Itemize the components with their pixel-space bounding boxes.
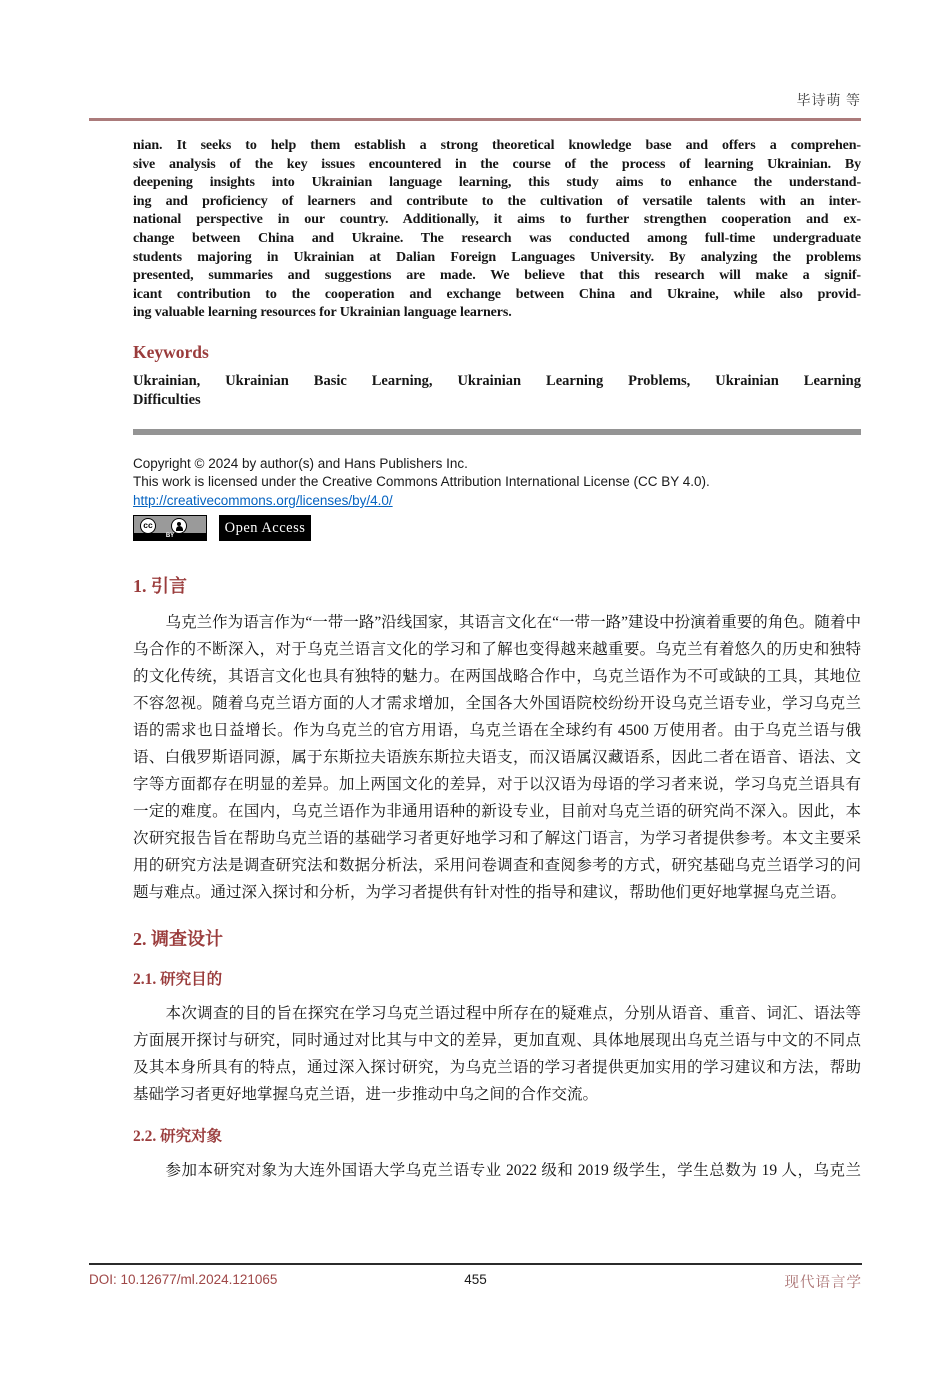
cc-by-badge: [133, 515, 207, 541]
abstract-line: deepening insights into Ukrainian language learning, this study aims to enhance the understand-: [133, 175, 861, 191]
footer-rule: [89, 1263, 862, 1265]
copyright-line: Copyright © 2024 by author(s) and Hans Publishers Inc.: [133, 455, 468, 471]
creative-commons-link[interactable]: http://creativecommons.org/licenses/by/4.0/: [133, 492, 393, 508]
abstract-line: sive analysis of the key issues encountered in the course of the process of learning Ukrainian. By: [133, 156, 861, 172]
keywords-line: Difficulties: [133, 391, 201, 408]
abstract-line: presented, summaries and suggestions are made. We believe that this research will make a signif-: [133, 268, 861, 284]
abstract-line: national perspective in our country. Additionally, it aims to further strengthen cooperation and ex-: [133, 212, 861, 228]
paper-page: [0, 90, 950, 1380]
cc-icon: [140, 518, 156, 534]
header-rule: [89, 118, 861, 121]
keywords-heading: Keywords: [133, 341, 209, 362]
person-icon: [171, 518, 187, 534]
page-number: 455: [464, 1271, 487, 1287]
abstract-line: icant contribution to the cooperation and exchange between China and Ukraine, while also provid-: [133, 286, 861, 302]
subsection-heading-research-purpose: 2.1. 研究目的: [133, 971, 223, 989]
cc-icon-label: cc: [143, 520, 153, 531]
abstract-line: ing valuable learning resources for Ukrainian language learners.: [133, 305, 512, 321]
running-head-authors: 毕诗萌 等: [796, 94, 861, 109]
section-heading-survey-design: 2. 调查设计: [133, 929, 223, 950]
abstract-line: nian. It seeks to help them establish a strong theoretical knowledge base and offers a comprehen-: [133, 138, 861, 153]
keywords-text: [133, 372, 861, 410]
abstract-line: ing and proficiency of learners and contribute to the cultivation of versatile talents with an inter-: [133, 193, 861, 209]
open-access-badge: Open Access: [219, 515, 311, 541]
research-purpose-paragraph: 本次调查的目的旨在探究在学习乌克兰语过程中所存在的疑难点，分别从语音、重音、词汇、语法等方面展开探讨与研究，同时通过对比其与中文的差异，更加直观、具体地展现出乌克兰语与中文的不同点及其本身所具有的特点，通过深入探讨研究，为乌克兰语的学习者提供更加实用的学习建议和方法，帮助基础学习者更好地掌握乌克兰语，进一步推动中乌之间的合作交流。: [133, 1005, 861, 1104]
abstract-line: students majoring in Ukrainian at Dalian Foreign Languages University. By analyzing the problems: [133, 249, 861, 265]
license-block: [133, 455, 861, 511]
license-link-row: [133, 492, 861, 511]
license-line: This work is licensed under the Creative Commons Attribution International License (CC BY 4.0).: [133, 474, 710, 490]
license-badges: [133, 515, 861, 542]
abstract-text: [133, 137, 861, 323]
doi-text: DOI: 10.12677/ml.2024.121065: [89, 1271, 278, 1287]
subsection-heading-research-subjects: 2.2. 研究对象: [133, 1128, 223, 1146]
section-divider-bar: [133, 429, 861, 435]
introduction-paragraph: 乌克兰作为语言作为“一带一路”沿线国家，其语言文化在“一带一路”建设中扮演着重要的角色。随着中乌合作的不断深入，对于乌克兰语言文化的学习和了解也变得越来越重要。乌克兰有着悠久的历史和独特的文化传统，其语言文化也具有独特的魅力。在两国战略合作中，乌克兰语作为不可或缺的工具，其地位不容忽视。随着乌克兰语方面的人才需求增加，全国各大外国语院校纷纷开设乌克兰语专业，学习乌克兰语的需求也日益增长。作为乌克兰的官方用语，乌克兰语在全球约有 4500 万使用者。由于乌克兰语与俄语、白俄罗斯语同源，属于东斯拉夫语族东斯拉夫语支，而汉语属汉藏语系，因此二者在语音、语法、文字等方面都存在明显的差异。加上两国文化的差异，对于以汉语为母语的学习者来说，学习乌克兰语具有一定的难度。在国内，乌克兰语作为非通用语种的新设专业，目前对乌克兰语的研究尚不深入。因此，本次研究报告旨在帮助乌克兰语的基础学习者更好地学习和了解这门语言，为学习者提供参考。本文主要采用的研究方法是调查研究法和数据分析法，采用问卷调查和查阅参考的方式，研究基础乌克兰语学习的问题与难点。通过深入探讨和分析，为学习者提供有针对性的指导和建议，帮助他们更好地掌握乌克兰语。: [133, 614, 861, 902]
cc-by-label: BY: [134, 533, 206, 540]
journal-name: 现代语言学: [784, 1274, 862, 1291]
research-subjects-paragraph: 参加本研究对象为大连外国语大学乌克兰语专业 2022 级和 2019 级学生，学生总数为 19 人，乌克兰: [165, 1162, 861, 1180]
keywords-line: Ukrainian, Ukrainian Basic Learning, Ukrainian Learning Problems, Ukrainian Learning: [133, 372, 861, 389]
abstract-line: change between China and Ukraine. The research was conducted among full-time undergraduate: [133, 230, 861, 246]
section-heading-introduction: 1. 引言: [133, 576, 187, 597]
page-footer: [89, 1263, 862, 1290]
content-column: [133, 137, 861, 1184]
